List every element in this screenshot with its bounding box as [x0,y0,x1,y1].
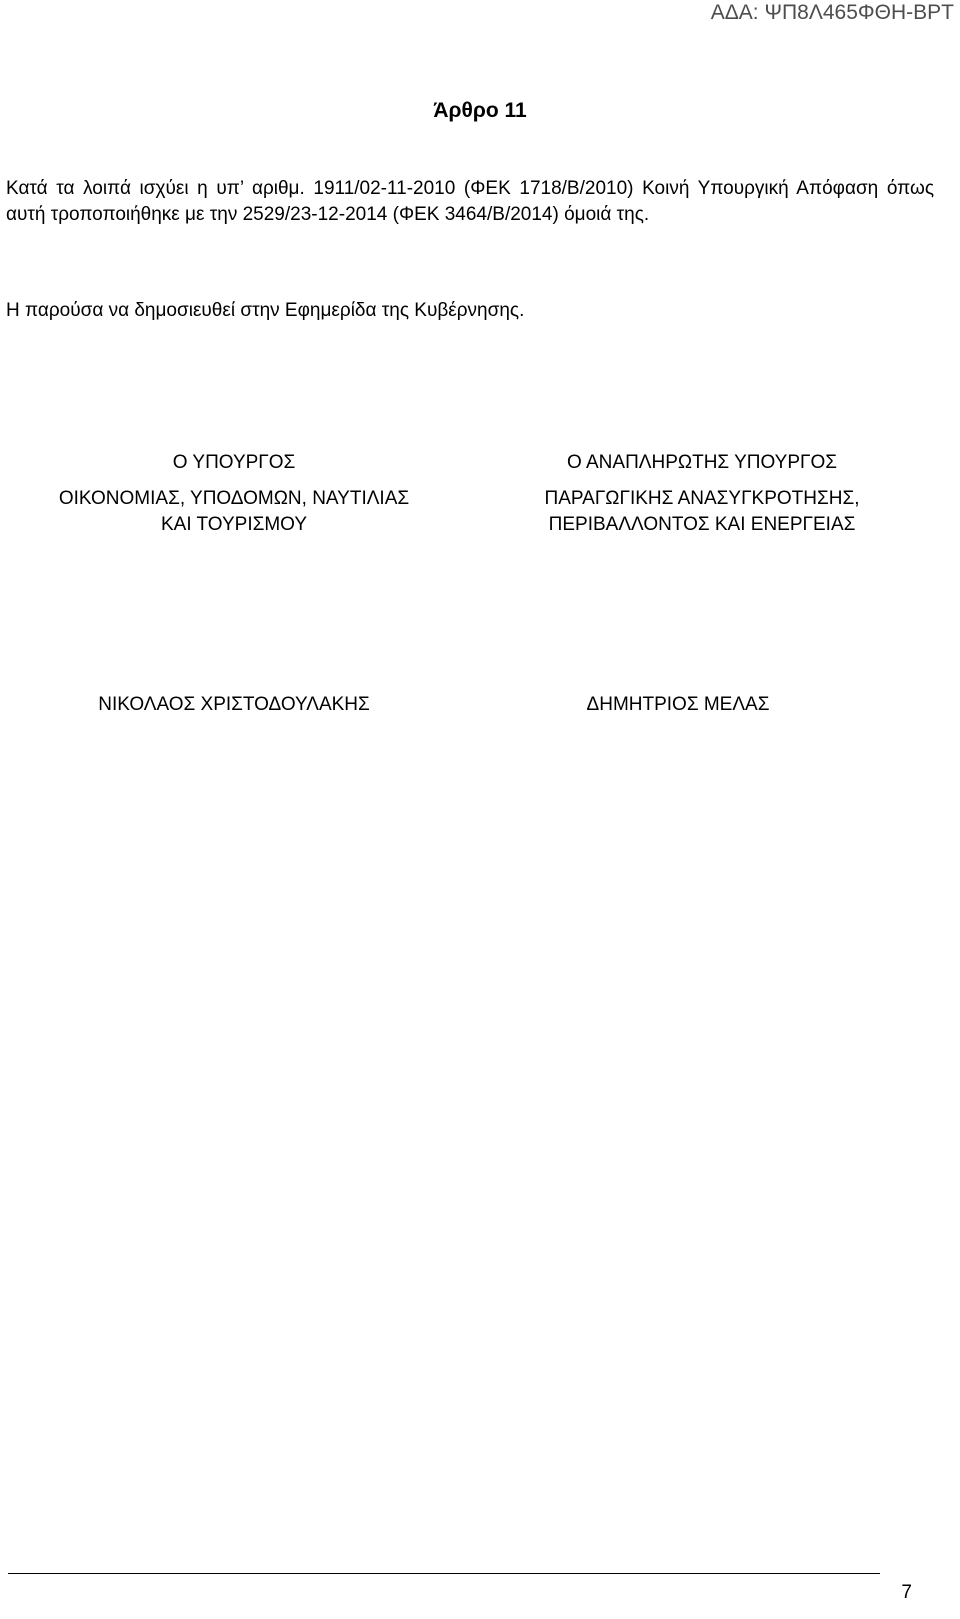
signature-ministry-right-line1: ΠΑΡΑΓΩΓΙΚΗΣ ΑΝΑΣΥΓΚΡΟΤΗΣΗΣ, [544,488,860,509]
signature-ministry-right-line2: ΠΕΡΙΒΑΛΛΟΝΤΟΣ ΚΑΙ ΕΝΕΡΓΕΙΑΣ [548,514,856,535]
signatory-name-left: ΝΙΚΟΛΑΟΣ ΧΡΙΣΤΟΔΟΥΛΑΚΗΣ [98,694,370,715]
signature-block-right [472,450,932,538]
footer-divider [8,1573,880,1574]
article-paragraph-publication: Η παρούσα να δημοσιευθεί στην Εφημερίδα της Κυβέρνησης. [6,300,525,321]
article-paragraph-validity: Κατά τα λοιπά ισχύει η υπ’ αριθμ. 1911/02-11-2010 (ΦΕΚ 1718/Β/2010) Κοινή Υπουργική Απόφαση όπως αυτή τροποποιήθηκε με την 2529/23-12-2014 (ΦΕΚ 3464/Β/2014) όμοιά της. [6,178,934,225]
signature-role-left: Ο ΥΠΟΥΡΓΟΣ [172,452,296,473]
signature-ministry-left-line2: ΚΑΙ ΤΟΥΡΙΣΜΟΥ [160,514,308,535]
signature-ministry-left-line1: ΟΙΚΟΝΟΜΙΑΣ, ΥΠΟΔΟΜΩΝ, ΝΑΥΤΙΛΙΑΣ [58,488,410,509]
ada-code: ΑΔΑ: ΨΠ8Λ465ΦΘΗ-ΒΡΤ [710,1,954,24]
page-number: 7 [901,1582,912,1603]
signature-role-right: Ο ΑΝΑΠΛΗΡΩΤΗΣ ΥΠΟΥΡΓΟΣ [567,452,837,473]
signature-block-left [4,450,464,538]
article-title: Άρθρο 11 [433,99,527,122]
signatory-name-right: ΔΗΜΗΤΡΙΟΣ ΜΕΛΑΣ [586,694,770,715]
